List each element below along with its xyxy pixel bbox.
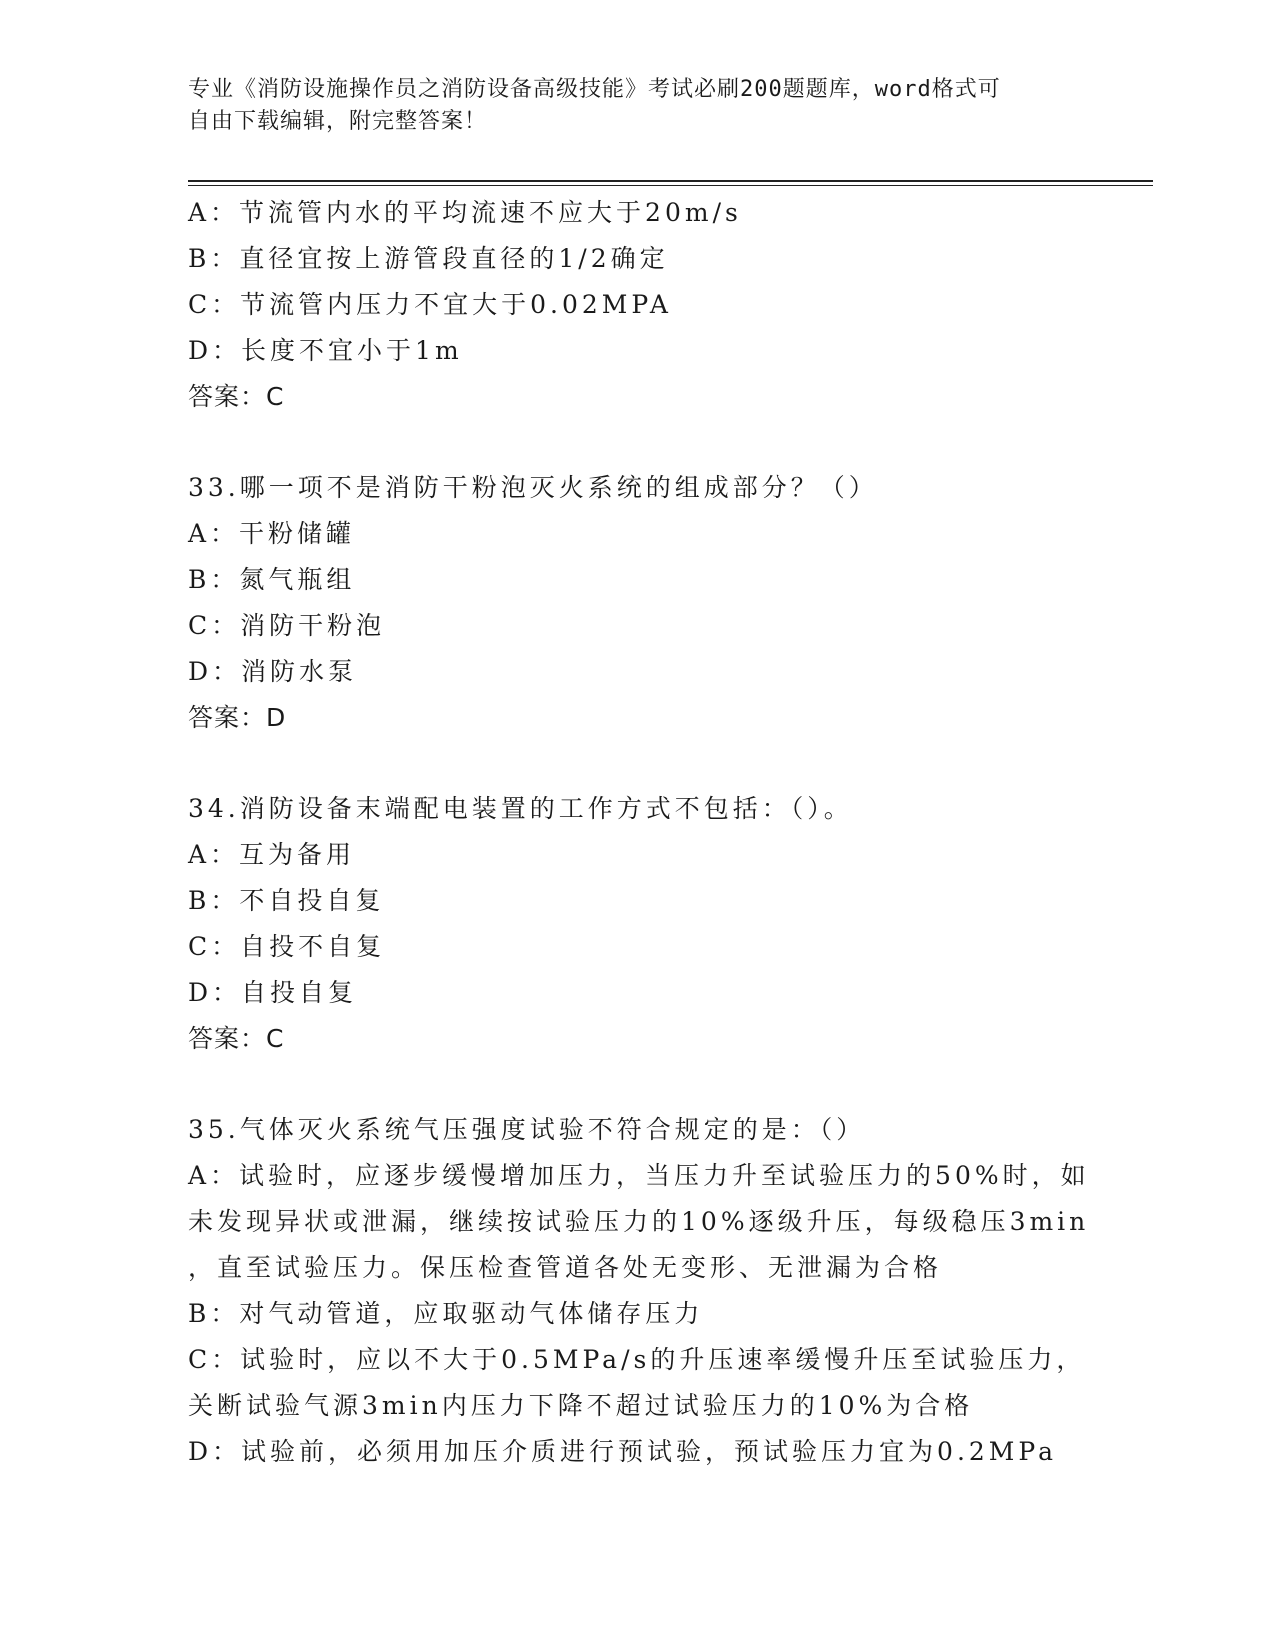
header-line-1: 专业《消防设施操作员之消防设备高级技能》考试必刷200题题库，word格式可 (188, 77, 1001, 102)
question-list (188, 190, 1088, 1475)
answer-text: 答案：C (188, 382, 285, 411)
question-block (188, 1107, 1088, 1475)
option-c-line-1: C：试验时，应以不大于0.5MPa/s的升压速率缓慢升压至试验压力， (188, 1345, 1086, 1374)
option-a: A：干粉储罐 (188, 519, 356, 548)
question-block (188, 465, 1088, 741)
option-a-line-3: ，直至试验压力。保压检查管道各处无变形、无泄漏为合格 (188, 1253, 943, 1282)
document-header (188, 74, 1068, 138)
header-line-2: 自由下载编辑，附完整答案！ (188, 109, 488, 134)
answer-text: 答案：C (188, 1024, 285, 1053)
option-c: C：自投不自复 (188, 932, 386, 961)
option-c: C：节流管内压力不宜大于0.02MPA (188, 290, 672, 319)
option-d: D：自投自复 (188, 978, 358, 1007)
option-a-line-2: 未发现异状或泄漏，继续按试验压力的10%逐级升压，每级稳压3min (188, 1207, 1090, 1236)
option-c: C：消防干粉泡 (188, 611, 386, 640)
option-d: D：长度不宜小于1m (188, 336, 463, 365)
option-d: D：试验前，必须用加压介质进行预试验，预试验压力宜为0.2MPa (188, 1437, 1058, 1466)
option-a: A：节流管内水的平均流速不应大于20m/s (188, 198, 742, 227)
option-b: B：对气动管道，应取驱动气体储存压力 (188, 1299, 704, 1328)
question-block (188, 786, 1088, 1062)
option-b: B：直径宜按上游管段直径的1/2确定 (188, 244, 669, 273)
answer-text: 答案：D (188, 703, 287, 732)
question-text: 34.消防设备末端配电装置的工作方式不包括：（）。 (188, 794, 853, 823)
header-divider-thin (188, 185, 1153, 186)
question-text: 33.哪一项不是消防干粉泡灭火系统的组成部分？（） (188, 473, 878, 502)
option-b: B：不自投自复 (188, 886, 385, 915)
question-block (188, 190, 1088, 420)
option-a: A：互为备用 (188, 840, 356, 869)
option-d: D：消防水泵 (188, 657, 358, 686)
question-text: 35.气体灭火系统气压强度试验不符合规定的是：（） (188, 1115, 866, 1144)
option-b: B：氮气瓶组 (188, 565, 356, 594)
option-c-line-2: 关断试验气源3min内压力下降不超过试验压力的10%为合格 (188, 1391, 974, 1420)
option-a-line-1: A：试验时，应逐步缓慢增加压力，当压力升至试验压力的50%时，如 (188, 1161, 1090, 1190)
header-divider (188, 180, 1153, 182)
